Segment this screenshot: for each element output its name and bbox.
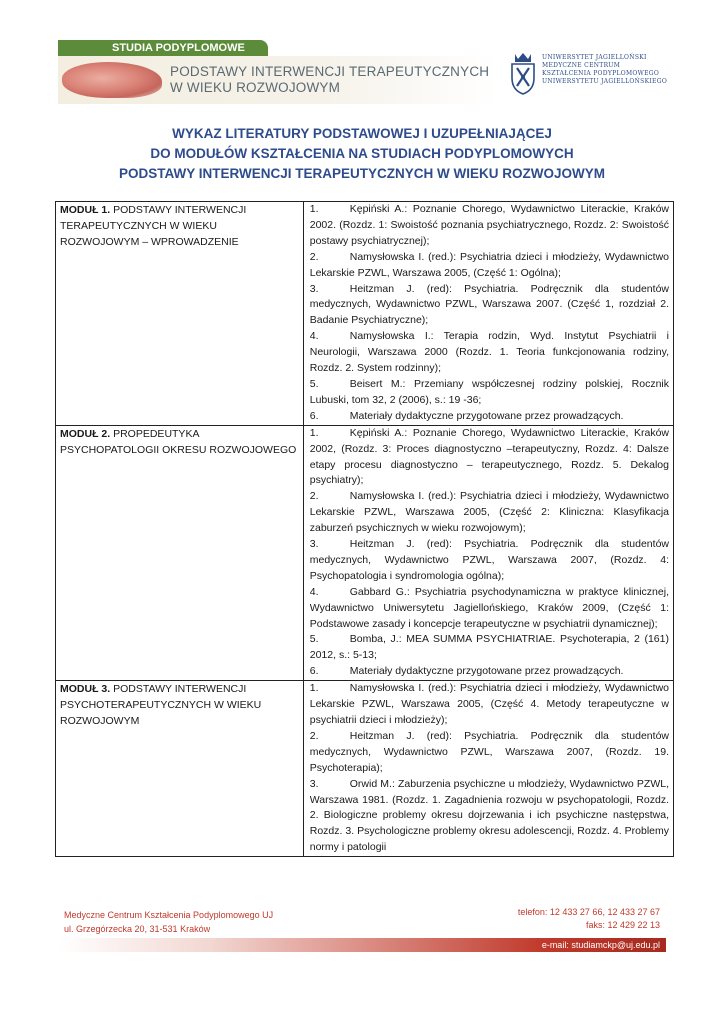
institution-line: UNIWERSYTETU JAGIELLOŃSKIEGO xyxy=(542,78,668,85)
module-row xyxy=(56,425,674,681)
reference-item: 6. Materiały dydaktyczne przygotowane przez prowadzących. xyxy=(309,409,624,422)
reference-item: 3. Heitzman J. (red): Psychiatria. Podręcznik dla studentów medycznych, Wydawnictwo PZWL, Warszawa 2007. (Część 1, rozdział 2. Badanie Psychiatryczne); xyxy=(309,282,669,327)
reference-item: 1. Kępiński A.: Poznanie Chorego, Wydawnictwo Literackie, Kraków 2002. (Rozdz. 1: Swoistość poznania psychiatrycznego, Rozdz. 2: Swoistość postawy psychiatrycznej); xyxy=(309,203,669,247)
program-title xyxy=(170,64,489,96)
title-line2: DO MODUŁÓW KSZTAŁCENIA NA STUDIACH PODYPLOMOWYCH xyxy=(150,146,574,161)
reference-item: 4. Gabbard G.: Psychiatria psychodynamiczna w praktyce klinicznej, Wydawnictwo Uniwersytetu Jagiellońskiego, Kraków 2009, (Część 1: Podstawowe zasady i koncepcje terapeutyczne w psychiatrii dynamicznej); xyxy=(309,585,669,630)
reference-item: 3. Heitzman J. (red): Psychiatria. Podręcznik dla studentów medycznych, Wydawnictwo PZWL, Warszawa 2007, (Rozdz. 4: Psychopatologia i syndromologia ogólna); xyxy=(309,538,669,582)
module-row xyxy=(56,681,674,857)
reference-item: 2. Heitzman J. (red): Psychiatria. Podręcznik dla studentów medycznych, Wydawnictwo PZWL, Warszawa 2007, (Rozdz. 19. Psychoterapia); xyxy=(309,729,669,774)
institution-line: UNIWERSYTET JAGIELLOŃSKI xyxy=(542,54,647,61)
footer-address xyxy=(64,908,273,936)
program-tag: STUDIA PODYPLOMOWE xyxy=(58,40,268,56)
module-cell xyxy=(56,681,304,857)
reference-item: 2. Namysłowska I. (red.): Psychiatria dzieci i młodzieży, Wydawnictwo Lekarskie PZWL, Warszawa 2005, (Część 2: Kliniczna: Klasyfikacja zaburzeń psychicznych w wieku rozwojowym); xyxy=(309,490,669,535)
program-title-line1: PODSTAWY INTERWENCJI TERAPEUTYCZNYCH xyxy=(170,64,490,79)
reference-item: 6. Materiały dydaktyczne przygotowane przez prowadzących. xyxy=(309,665,624,678)
document-title xyxy=(0,124,724,184)
module-label: MODUŁ 1. xyxy=(60,204,111,216)
email-link[interactable]: e-mail: studiamckp@uj.edu.pl xyxy=(541,940,660,950)
phone-text: telefon: 12 433 27 66, 12 433 27 67 xyxy=(517,907,660,917)
reference-item: 1. Kępiński A.: Poznanie Chorego, Wydawnictwo Literackie, Kraków 2002, (Rozdz. 3: Proces diagnostyczno –terapeutyczny, Rozdz. 4: Dalsze etapy procesu diagnostyczno – terapeutycznego, Rozdz. 5. Dekalog psychiatry); xyxy=(309,426,669,487)
module-row xyxy=(56,202,674,426)
program-banner xyxy=(58,40,498,104)
university-crest-icon xyxy=(509,50,537,96)
program-title-line2: W WIEKU ROZWOJOWYM xyxy=(170,80,341,95)
references-cell xyxy=(303,202,673,426)
reference-item: 2. Namysłowska I. (red.): Psychiatria dzieci i młodzieży, Wydawnictwo Lekarskie PZWL, Warszawa 2005, (Część 1: Ogólna); xyxy=(309,250,669,279)
title-line1: WYKAZ LITERATURY PODSTAWOWEJ I UZUPEŁNIAJĄCEJ xyxy=(172,126,552,141)
address-line: ul. Grzegórzecka 20, 31-531 Kraków xyxy=(64,924,211,934)
references-cell xyxy=(303,681,673,857)
module-title: PODSTAWY INTERWENCJI PSYCHOTERAPEUTYCZNYCH W WIEKU ROZWOJOWYM xyxy=(60,683,262,727)
institution-name xyxy=(542,54,667,86)
fax-text: faks: 12 429 22 13 xyxy=(585,920,660,930)
module-cell xyxy=(56,425,304,681)
module-label: MODUŁ 3. xyxy=(60,683,111,696)
title-line3: PODSTAWY INTERWENCJI TERAPEUTYCZNYCH W WIEKU ROZWOJOWYM xyxy=(118,166,605,181)
institution-line: KSZTAŁCENIA PODYPLOMOWEGO xyxy=(542,70,660,77)
module-label: MODUŁ 2. xyxy=(60,427,111,440)
reference-item: 1. Namysłowska I. (red.): Psychiatria dzieci i młodzieży, Wydawnictwo Lekarskie PZWL, Warszawa 2005, (Część 4. Metody terapeutyczne w psychiatrii dzieci i młodzieży); xyxy=(309,682,669,726)
module-cell xyxy=(56,202,304,426)
footer-contacts xyxy=(518,906,660,932)
references-cell xyxy=(303,425,673,681)
institution-line: MEDYCZNE CENTRUM xyxy=(542,62,621,69)
module-title: PROPEDEUTYKA PSYCHOPATOLOGII OKRESU ROZWOJOWEGO xyxy=(60,427,297,456)
literature-table xyxy=(55,201,674,857)
address-line: Medyczne Centrum Kształcenia Podyplomowego UJ xyxy=(64,910,274,920)
reference-item: 4. Namysłowska I.: Terapia rodzin, Wyd. Instytut Psychiatrii i Neurologii, Warszawa 2000 (Rozdz. 1. Teoria funkcjonowania rodziny, Rozdz. 2. System rodzinny); xyxy=(309,330,669,375)
reference-item: 3. Orwid M.: Zaburzenia psychiczne u młodzieży, Wydawnictwo PZWL, Warszawa 1981. (Rozdz. 1. Zagadnienia rozwoju w psychopatologii, Rozdz. 2. Biologiczne problemy okresu dojrzewania i ich psychiczne następstwa, Rozdz. 3. Psychologiczne problemy okresu adolescencji, Rozdz. 4. Problemy normy i patologii xyxy=(309,777,669,854)
reference-item: 5. Bomba, J.: MEA SUMMA PSYCHIATRIAE. Psychoterapia, 2 (161) 2012, s.: 5-13; xyxy=(309,633,669,662)
reference-item: 5. Beisert M.: Przemiany współczesnej rodziny polskiej, Rocznik Lubuski, tom 32, 2 (2006), s.: 19 -36; xyxy=(309,377,669,406)
footer-bar xyxy=(58,938,666,952)
module-title: PODSTAWY INTERWENCJI TERAPEUTYCZNYCH W WIEKU ROZWOJOWYM – WPROWADZENIE xyxy=(60,204,247,248)
lips-image xyxy=(62,62,162,98)
